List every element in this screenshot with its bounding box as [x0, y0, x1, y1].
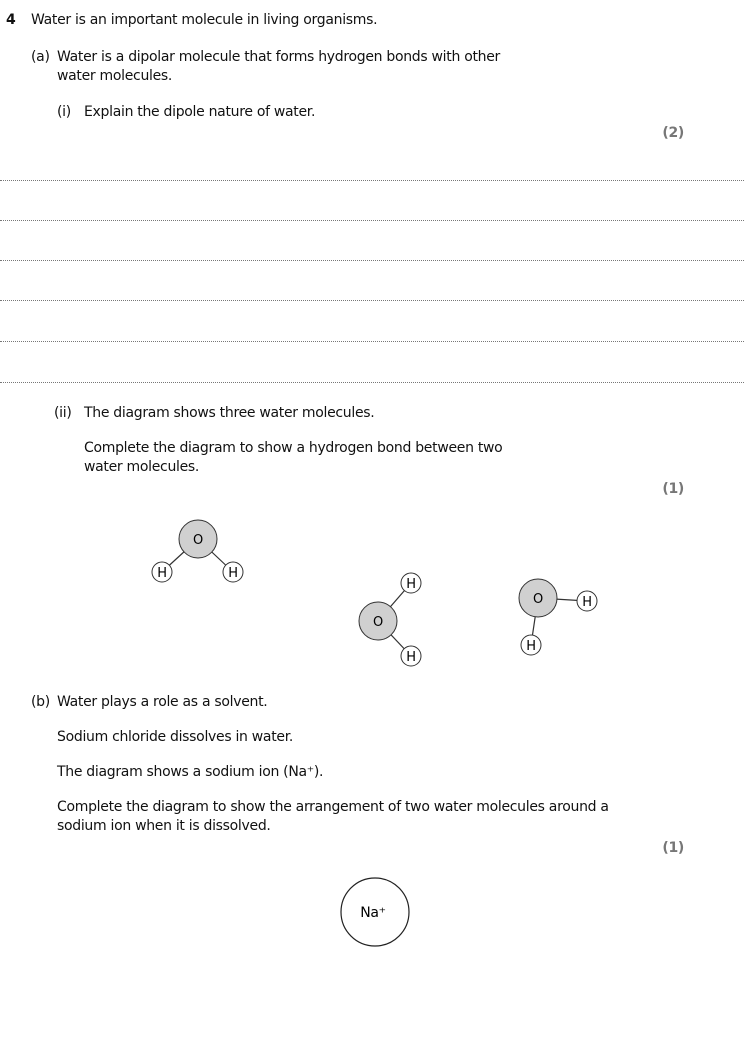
water-molecule-2 — [359, 573, 421, 666]
part-a-text: Water is a dipolar molecule that forms hydrogen bonds with other — [57, 49, 500, 65]
sodium-ion-diagram[interactable] — [341, 878, 409, 946]
part-aii-instruction-2: water molecules. — [84, 459, 200, 475]
hydrogen-label: H — [526, 639, 536, 654]
part-b-label: (b) — [31, 694, 50, 710]
part-b-instruction-2: sodium ion when it is dissolved. — [57, 818, 271, 834]
part-b-marks: (1) — [662, 840, 684, 856]
hydrogen-label: H — [228, 566, 238, 581]
question-number: 4 — [6, 12, 16, 28]
oxygen-label: O — [533, 592, 543, 607]
part-aii-instruction: Complete the diagram to show a hydrogen bond between two — [84, 440, 503, 456]
hydrogen-label: H — [582, 595, 592, 610]
part-aii-text: The diagram shows three water molecules. — [84, 405, 375, 421]
water-molecule-1 — [152, 520, 243, 582]
oxygen-label: O — [373, 615, 383, 630]
part-b-instruction: Complete the diagram to show the arrangement of two water molecules around a — [57, 799, 609, 815]
part-aii-marks: (1) — [662, 481, 684, 497]
water-molecule-3 — [519, 579, 597, 655]
part-ai-text: Explain the dipole nature of water. — [84, 104, 316, 120]
part-ai-label: (i) — [57, 104, 71, 120]
hydrogen-label: H — [406, 577, 416, 592]
part-b-text-3: The diagram shows a sodium ion (Na⁺). — [57, 764, 324, 780]
hydrogen-label: H — [157, 566, 167, 581]
part-b-text-2: Sodium chloride dissolves in water. — [57, 729, 294, 745]
question-stem: Water is an important molecule in living organisms. — [31, 12, 378, 28]
sodium-label: Na⁺ — [360, 905, 386, 921]
part-ai-marks: (2) — [662, 125, 684, 141]
part-b-text: Water plays a role as a solvent. — [57, 694, 268, 710]
part-aii-label: (ii) — [54, 405, 72, 421]
hydrogen-label: H — [406, 650, 416, 665]
part-a-text-2: water molecules. — [57, 68, 173, 84]
oxygen-label: O — [193, 533, 203, 548]
part-a-label: (a) — [31, 49, 50, 65]
